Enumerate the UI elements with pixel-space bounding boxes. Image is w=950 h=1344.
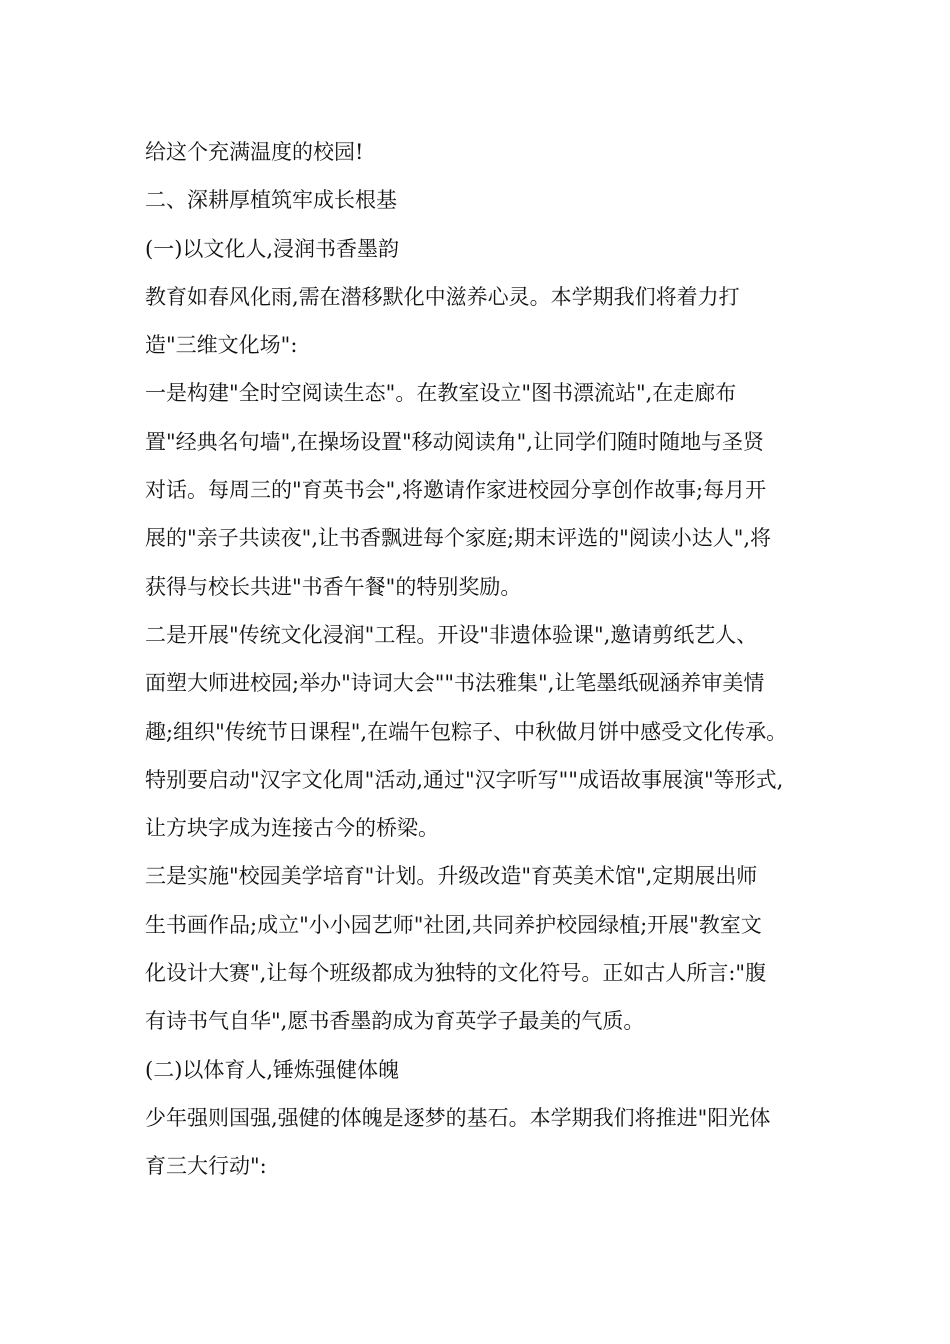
text-line-17: 生书画作品;成立"小小园艺师"社团,共同养护校园绿植;开展"教室文 xyxy=(145,912,762,937)
text-line-5: 造"三维文化场": xyxy=(145,333,298,358)
text-line-15: 让方块字成为连接古今的桥梁。 xyxy=(145,816,439,841)
text-line-6: 一是构建"全时空阅读生态"。在教室设立"图书漂流站",在走廊布 xyxy=(145,381,737,406)
section-heading-2: 二、深耕厚植筑牢成长根基 xyxy=(145,188,397,213)
text-line-19: 有诗书气自华",愿书香墨韵成为育英学子最美的气质。 xyxy=(145,1009,645,1034)
text-line-13: 趣;组织"传统节日课程",在端午包粽子、中秋做月饼中感受文化传承。 xyxy=(145,719,788,744)
subsection-heading-1: (一)以文化人,浸润书香墨韵 xyxy=(145,236,400,261)
document-body xyxy=(145,128,835,1191)
text-line-7: 置"经典名句墙",在操场设置"移动阅读角",让同学们随时随地与圣贤 xyxy=(145,429,764,454)
text-line-14: 特别要启动"汉字文化周"活动,通过"汉字听写""成语故事展演"等形式, xyxy=(145,767,784,792)
text-line-10: 获得与校长共进"书香午餐"的特别奖励。 xyxy=(145,574,522,599)
text-line-22: 育三大行动": xyxy=(145,1154,267,1179)
subsection-heading-2: (二)以体育人,锤炼强健体魄 xyxy=(145,1057,400,1082)
text-line-8: 对话。每周三的"育英书会",将邀请作家进校园分享创作故事;每月开 xyxy=(145,478,767,503)
text-line-18: 化设计大赛",让每个班级都成为独特的文化符号。正如古人所言:"腹 xyxy=(145,961,767,986)
text-line-1: 给这个充满温度的校园! xyxy=(145,140,364,164)
text-line-12: 面塑大师进校园;举办"诗词大会""书法雅集",让笔墨纸砚涵养审美情 xyxy=(145,671,765,696)
text-line-21: 少年强则国强,强健的体魄是逐梦的基石。本学期我们将推进"阳光体 xyxy=(145,1105,771,1130)
text-line-9: 展的"亲子共读夜",让书香飘进每个家庭;期末评选的"阅读小达人",将 xyxy=(145,526,772,551)
text-line-16: 三是实施"校园美学培育"计划。升级改造"育英美术馆",定期展出师 xyxy=(145,864,758,889)
text-line-11: 二是开展"传统文化浸润"工程。开设"非遗体验课",邀请剪纸艺人、 xyxy=(145,622,758,647)
text-line-4: 教育如春风化雨,需在潜移默化中滋养心灵。本学期我们将着力打 xyxy=(145,284,740,309)
